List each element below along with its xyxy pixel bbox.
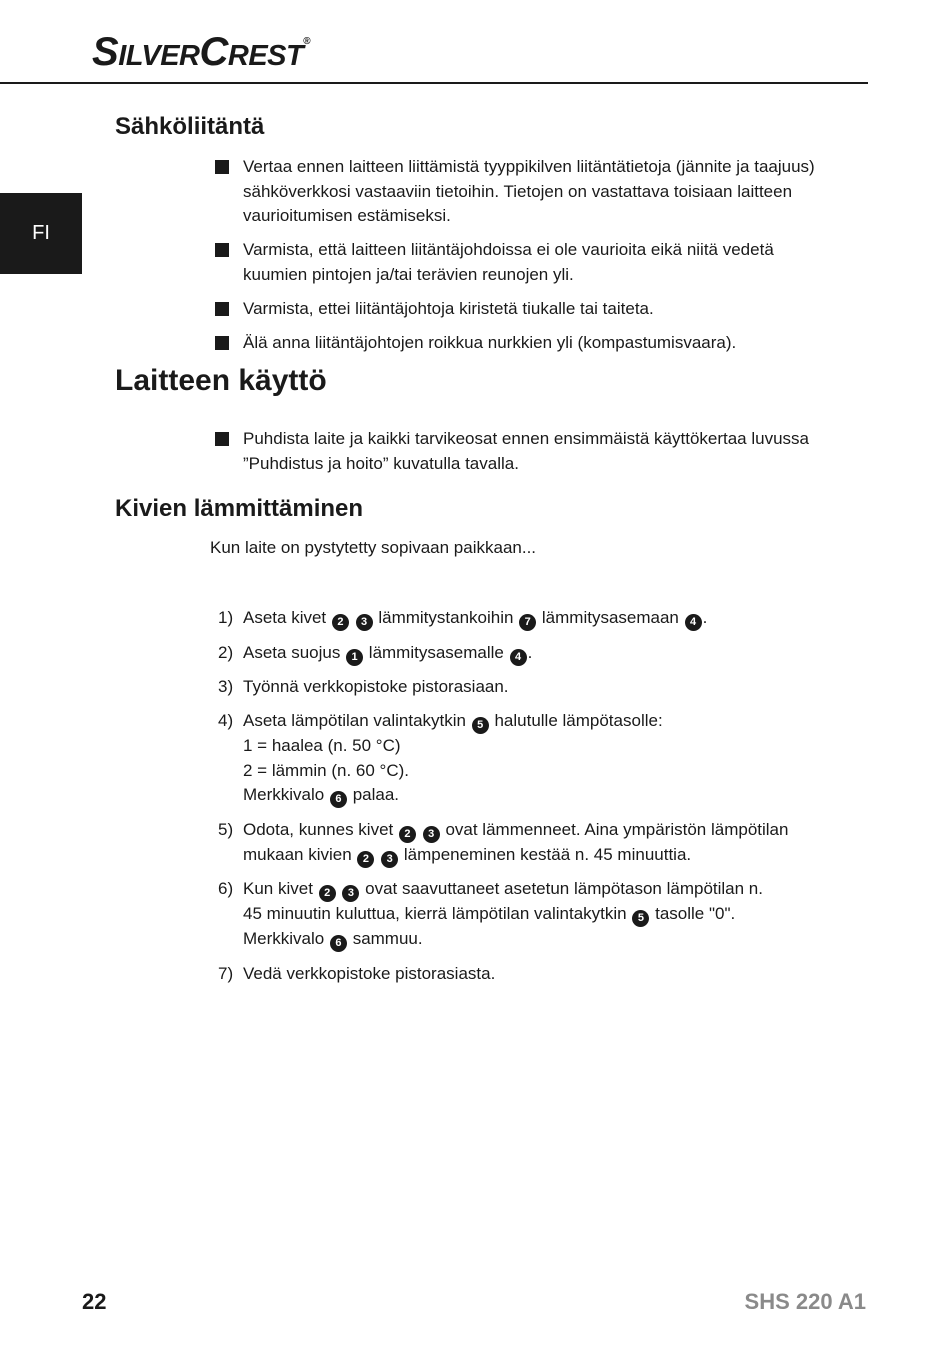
bullet-line: ”Puhdistus ja hoito” kuvatulla tavalla. bbox=[243, 453, 519, 473]
step-number: 6) bbox=[218, 879, 234, 898]
step-number: 4) bbox=[218, 711, 234, 730]
step-line bbox=[243, 783, 840, 808]
step-text: 2 = lämmin (n. 60 °C). bbox=[243, 760, 409, 780]
part-number-circle-icon: 7 bbox=[519, 614, 536, 631]
logo-letters: ILVER bbox=[118, 40, 200, 72]
step-text: Aseta suojus bbox=[243, 642, 346, 662]
step-text: Aseta kivet bbox=[243, 608, 331, 627]
part-number-circle-icon: 2 bbox=[332, 614, 349, 631]
step-line bbox=[243, 843, 840, 868]
bullet-item bbox=[215, 427, 840, 476]
bullet-square-icon bbox=[215, 160, 229, 174]
step-number: 3) bbox=[218, 677, 234, 696]
step-number: 1) bbox=[218, 608, 234, 627]
section-heading-electrical: Sähköliitäntä bbox=[115, 113, 265, 140]
step-item bbox=[215, 675, 840, 700]
step-text: Työnnä verkkopistoke pistorasiaan. bbox=[243, 677, 509, 696]
bullet-line: kuumien pintojen ja/tai terävien reunojen yli. bbox=[243, 264, 574, 284]
brand-logo bbox=[92, 30, 310, 75]
language-label: FI bbox=[32, 222, 50, 244]
step-text bbox=[417, 820, 422, 839]
step-text: . bbox=[527, 642, 533, 662]
step-item bbox=[215, 641, 840, 666]
bullet-item bbox=[215, 331, 840, 356]
step-text: 1 = haalea (n. 50 °C) bbox=[243, 736, 401, 755]
step-text: Kun kivet bbox=[243, 879, 318, 898]
step-item bbox=[215, 962, 840, 987]
registered-mark: ® bbox=[303, 36, 311, 47]
step-line bbox=[243, 877, 840, 902]
language-tab bbox=[0, 193, 82, 274]
bullet-line: Puhdista laite ja kaikki tarvikeosat ennen ensimmäistä käyttökertaa luvussa bbox=[243, 429, 810, 448]
part-number-circle-icon: 4 bbox=[685, 614, 702, 631]
bullet-item bbox=[215, 297, 840, 322]
part-number-circle-icon: 2 bbox=[399, 826, 416, 843]
step-text: halutulle lämpötasolle: bbox=[489, 711, 663, 730]
bullet-line: Varmista, että laitteen liitäntäjohdoissa ei ole vaurioita eikä niitä vedetä bbox=[243, 240, 774, 259]
step-text bbox=[337, 879, 342, 898]
step-item bbox=[215, 818, 840, 868]
step-number: 2) bbox=[218, 642, 234, 662]
step-line bbox=[243, 818, 840, 843]
bullet-item bbox=[215, 155, 840, 229]
step-text: 45 minuutin kuluttua, kierrä lämpötilan valintakytkin bbox=[243, 904, 632, 923]
step-text: lämmitystankoihin bbox=[373, 608, 519, 627]
usage-bullet-list bbox=[215, 427, 840, 486]
step-text: mukaan kivien bbox=[243, 844, 357, 864]
step-line bbox=[243, 709, 840, 734]
part-number-circle-icon: 5 bbox=[632, 910, 649, 927]
step-text: palaa. bbox=[347, 785, 400, 804]
page-number: 22 bbox=[82, 1289, 107, 1314]
step-number: 7) bbox=[218, 963, 234, 983]
part-number-circle-icon: 6 bbox=[330, 935, 347, 952]
step-item bbox=[215, 709, 840, 808]
header-rule bbox=[0, 82, 868, 84]
step-item bbox=[215, 606, 840, 631]
step-text: tasolle "0". bbox=[650, 904, 736, 923]
bullet-square-icon bbox=[215, 432, 229, 446]
part-number-circle-icon: 3 bbox=[356, 614, 373, 631]
bullet-line: vaurioitumisen estämiseksi. bbox=[243, 206, 451, 225]
step-text: Vedä verkkopistoke pistorasiasta. bbox=[243, 963, 496, 983]
model-number: SHS 220 A1 bbox=[744, 1289, 866, 1314]
part-number-circle-icon: 3 bbox=[381, 851, 398, 868]
step-line bbox=[243, 902, 840, 927]
step-line bbox=[243, 927, 840, 952]
step-text: lämpeneminen kestää n. 45 minuuttia. bbox=[399, 844, 692, 864]
part-number-circle-icon: 3 bbox=[423, 826, 440, 843]
logo-letter: C bbox=[199, 30, 228, 74]
step-text: ovat saavuttaneet asetetun lämpötason lämpötilan n. bbox=[360, 879, 763, 898]
logo-letter: S bbox=[92, 30, 119, 74]
part-number-circle-icon: 2 bbox=[319, 885, 336, 902]
step-line bbox=[243, 962, 840, 987]
bullet-square-icon bbox=[215, 243, 229, 257]
section-heading-heating: Kivien lämmittäminen bbox=[115, 495, 364, 522]
part-number-circle-icon: 2 bbox=[357, 851, 374, 868]
bullet-line: Vertaa ennen laitteen liittämistä tyyppikilven liitäntätietoja (jännite ja taajuus) bbox=[243, 157, 815, 176]
step-line bbox=[243, 675, 840, 700]
step-text: . bbox=[702, 608, 708, 627]
step-number: 5) bbox=[218, 819, 234, 839]
part-number-circle-icon: 6 bbox=[330, 791, 347, 808]
step-text: sammuu. bbox=[347, 929, 423, 948]
step-text: Odota, kunnes kivet bbox=[243, 819, 398, 839]
step-text: Merkkivalo bbox=[243, 785, 329, 804]
step-item bbox=[215, 877, 840, 952]
part-number-circle-icon: 1 bbox=[346, 649, 363, 666]
step-line bbox=[243, 606, 840, 631]
bullet-line: sähköverkkosi vastaaviin tietoihin. Tietojen on vastattava toisiaan laitteen bbox=[243, 181, 793, 201]
bullet-line: Älä anna liitäntäjohtojen roikkua nurkkien yli (kompastumisvaara). bbox=[243, 332, 737, 352]
bullet-line: Varmista, ettei liitäntäjohtoja kiristetä tiukalle tai taiteta. bbox=[243, 298, 654, 318]
part-number-circle-icon: 4 bbox=[510, 649, 527, 666]
heating-steps-list bbox=[215, 606, 840, 996]
part-number-circle-icon: 5 bbox=[472, 717, 489, 734]
step-text: lämmitysasemaan bbox=[537, 608, 684, 627]
heating-intro: Kun laite on pystytetty sopivaan paikkaan... bbox=[210, 538, 537, 557]
part-number-circle-icon: 3 bbox=[342, 885, 359, 902]
bullet-square-icon bbox=[215, 302, 229, 316]
section-heading-usage: Laitteen käyttö bbox=[115, 364, 327, 397]
step-text: ovat lämmenneet. Aina ympäristön lämpötilan bbox=[440, 819, 789, 839]
step-line bbox=[243, 759, 840, 784]
bullet-item bbox=[215, 238, 840, 287]
step-line bbox=[243, 641, 840, 666]
bullet-square-icon bbox=[215, 336, 229, 350]
electrical-bullet-list bbox=[215, 155, 840, 365]
step-text bbox=[375, 845, 380, 864]
step-text: Aseta lämpötilan valintakytkin bbox=[243, 711, 471, 730]
step-text: lämmitysasemalle bbox=[364, 642, 509, 662]
step-text: Merkkivalo bbox=[243, 929, 329, 948]
step-line bbox=[243, 734, 840, 759]
step-text bbox=[350, 608, 355, 627]
logo-letters: REST bbox=[227, 40, 304, 72]
